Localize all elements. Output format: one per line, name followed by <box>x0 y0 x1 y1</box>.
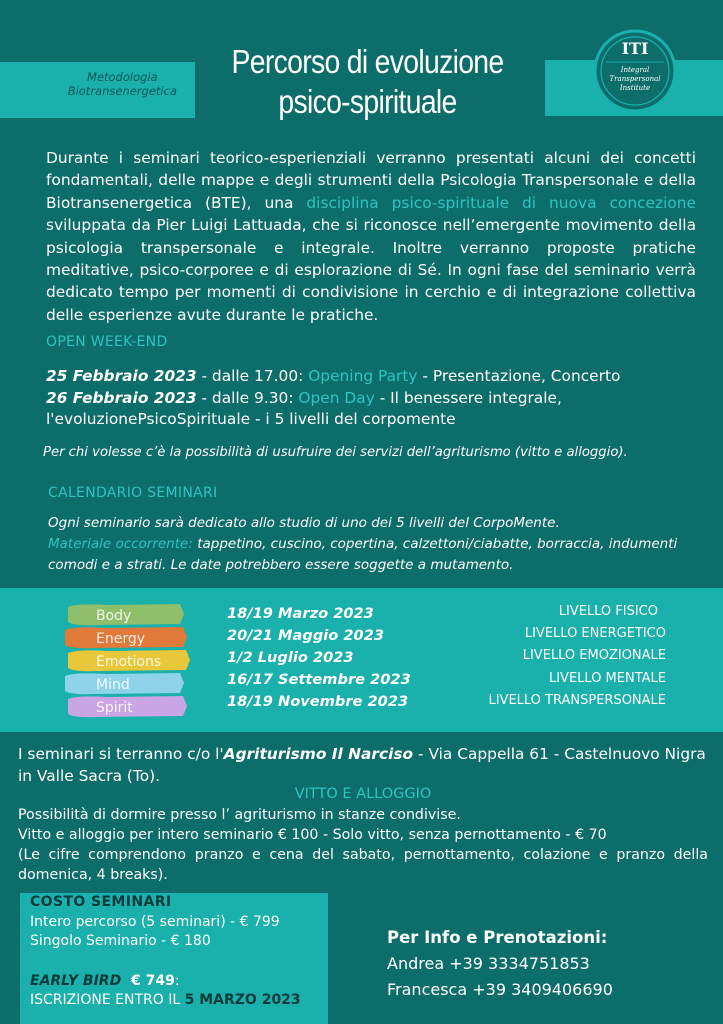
rainbow-levels-graphic <box>62 600 192 725</box>
cost-details <box>30 893 325 1011</box>
event-2-highlight: Open Day <box>298 388 375 407</box>
event-1-time: - dalle 17.00: <box>196 367 309 385</box>
seminar-levels <box>470 601 666 712</box>
intro-text-1: Durante i seminari teorico-esperienziali verranno presentati alcuni dei concetti fondamentali, delle mappe e degli strumenti della Psicologia Transpersonale e della Biotransenergetica (BTE), una <box>46 149 696 212</box>
title-line1: Percorso di evoluzione <box>231 43 504 80</box>
early-bird-price: € 749 <box>121 972 175 989</box>
info-contacts <box>387 925 613 1003</box>
seminar-level-3: LIVELLO EMOZIONALE <box>522 648 666 664</box>
seminar-date-3: 1/2 Luglio 2023 <box>227 649 354 666</box>
info-heading: Per Info e Prenotazioni: <box>387 928 608 947</box>
seminar-level-4: LIVELLO MENTALE <box>548 670 666 686</box>
seminar-level-1: LIVELLO FISICO <box>558 604 658 619</box>
methodology-line2: Biotransenergetica <box>67 84 177 98</box>
open-weekend-heading: OPEN WEEK-END <box>46 334 168 350</box>
level-label-spirit: Spirit <box>96 700 133 716</box>
logo-letters: ITI <box>621 39 649 58</box>
title-line2: psico-spirituale <box>278 83 457 120</box>
event-2-date: 26 Febbraio 2023 <box>46 388 197 407</box>
vitto-line3: (Le cifre comprendono pranzo e cena del sabato, pernottamento, colazione e pranzo della domenica, 4 breaks). <box>18 847 708 883</box>
deadline-date: 5 MARZO 2023 <box>184 992 301 1008</box>
seminar-dates <box>227 603 411 713</box>
header-left-band <box>0 62 195 118</box>
event-1 <box>46 366 686 388</box>
materials <box>48 534 693 576</box>
vitto-line1: Possibilità di dormire presso l’ agriturismo in stanze condivise. <box>18 807 461 823</box>
calendar-text <box>48 513 693 576</box>
early-bird-colon: : <box>174 972 180 989</box>
logo-line3: Institute <box>619 84 651 92</box>
vitto-line2: Vitto e alloggio per intero seminario € 100 - Solo vitto, senza pernottamento - € 70 <box>18 827 607 843</box>
methodology-label <box>68 70 177 98</box>
agriturismo-note: Per chi volesse c’è la possibilità di usufruire dei servizi dell’agriturismo (vitto e alloggio). <box>43 445 628 460</box>
seminar-date-2: 20/21 Maggio 2023 <box>227 627 385 644</box>
open-weekend-events <box>46 366 686 431</box>
materials-text: tappetino, cuscino, copertina, calzettoni/ciabatte, borraccia, indumenti comodi e a strati. Le date potrebbero essere soggette a mutamento. <box>48 536 678 573</box>
page-title <box>223 42 511 122</box>
methodology-line1: Metodologia <box>87 70 158 84</box>
contact-francesca: Francesca +39 3409406690 <box>387 980 613 999</box>
event-1-rest: - Presentazione, Concerto <box>417 367 621 385</box>
seminar-level-5: LIVELLO TRANSPERSONALE <box>488 692 666 708</box>
venue-name: Agriturismo Il Narciso <box>223 745 414 763</box>
event-2 <box>46 388 686 431</box>
early-bird-label: EARLY BIRD <box>30 972 122 989</box>
calendar-heading: CALENDARIO SEMINARI <box>48 485 218 501</box>
event-2-rest: - Il benessere integrale, l'evoluzionePsicoSpirituale - i 5 livelli del corpomente <box>46 388 562 428</box>
vitto-text <box>18 805 708 885</box>
iti-logo <box>592 28 678 114</box>
cost-single-seminar: Singolo Seminario - € 180 <box>30 933 211 949</box>
seminar-date-1: 18/19 Marzo 2023 <box>227 605 374 622</box>
calendar-line1: Ogni seminario sarà dedicato allo studio di uno dei 5 livelli del CorpoMente. <box>48 515 560 531</box>
event-1-date: 25 Febbraio 2023 <box>46 367 197 385</box>
seminar-level-2: LIVELLO ENERGETICO <box>524 626 666 642</box>
cost-heading: COSTO SEMINARI <box>30 894 172 910</box>
event-1-highlight: Opening Party <box>308 367 418 385</box>
materials-label: Materiale occorrente: <box>48 536 193 552</box>
early-bird <box>30 972 325 992</box>
intro-text-2: sviluppata da Pier Luigi Lattuada, che si riconosce nell’emergente movimento della psicologia transpersonale e integrale. Inoltre verranno proposte pratiche meditative, psico-corporee e di esplorazione di Sé. In ogni fase del seminario verrà dedicato tempo per momenti di condivisione in cerchio e di integrazione collettiva delle esperienze avute durante le pratiche. <box>46 216 696 324</box>
seminar-date-5: 18/19 Novembre 2023 <box>227 693 409 710</box>
venue-text <box>18 743 708 787</box>
level-label-mind: Mind <box>96 677 130 693</box>
deadline-prefix: ISCRIZIONE ENTRO IL <box>30 992 185 1008</box>
logo-line1: Integral <box>620 66 650 74</box>
early-bird-deadline <box>30 991 325 1011</box>
logo-line2: Transpersonal <box>609 75 661 83</box>
venue-prefix: I seminari si terranno c/o l' <box>18 745 224 763</box>
event-2-time: - dalle 9.30: <box>196 388 299 407</box>
intro-highlight: disciplina psico-spirituale di nuova concezione <box>306 193 697 212</box>
vitto-heading: VITTO E ALLOGGIO <box>294 786 432 802</box>
intro-paragraph <box>46 147 696 326</box>
level-label-energy: Energy <box>96 631 146 647</box>
seminar-date-4: 16/17 Settembre 2023 <box>227 671 411 688</box>
cost-full-course: Intero percorso (5 seminari) - € 799 <box>30 913 280 930</box>
level-label-emotions: Emotions <box>96 654 162 670</box>
venue-suffix: - Via Cappella 61 - Castelnuovo Nigra in Valle Sacra (To). <box>18 745 706 785</box>
contact-andrea: Andrea +39 3334751853 <box>387 954 590 973</box>
level-label-body: Body <box>96 608 132 624</box>
